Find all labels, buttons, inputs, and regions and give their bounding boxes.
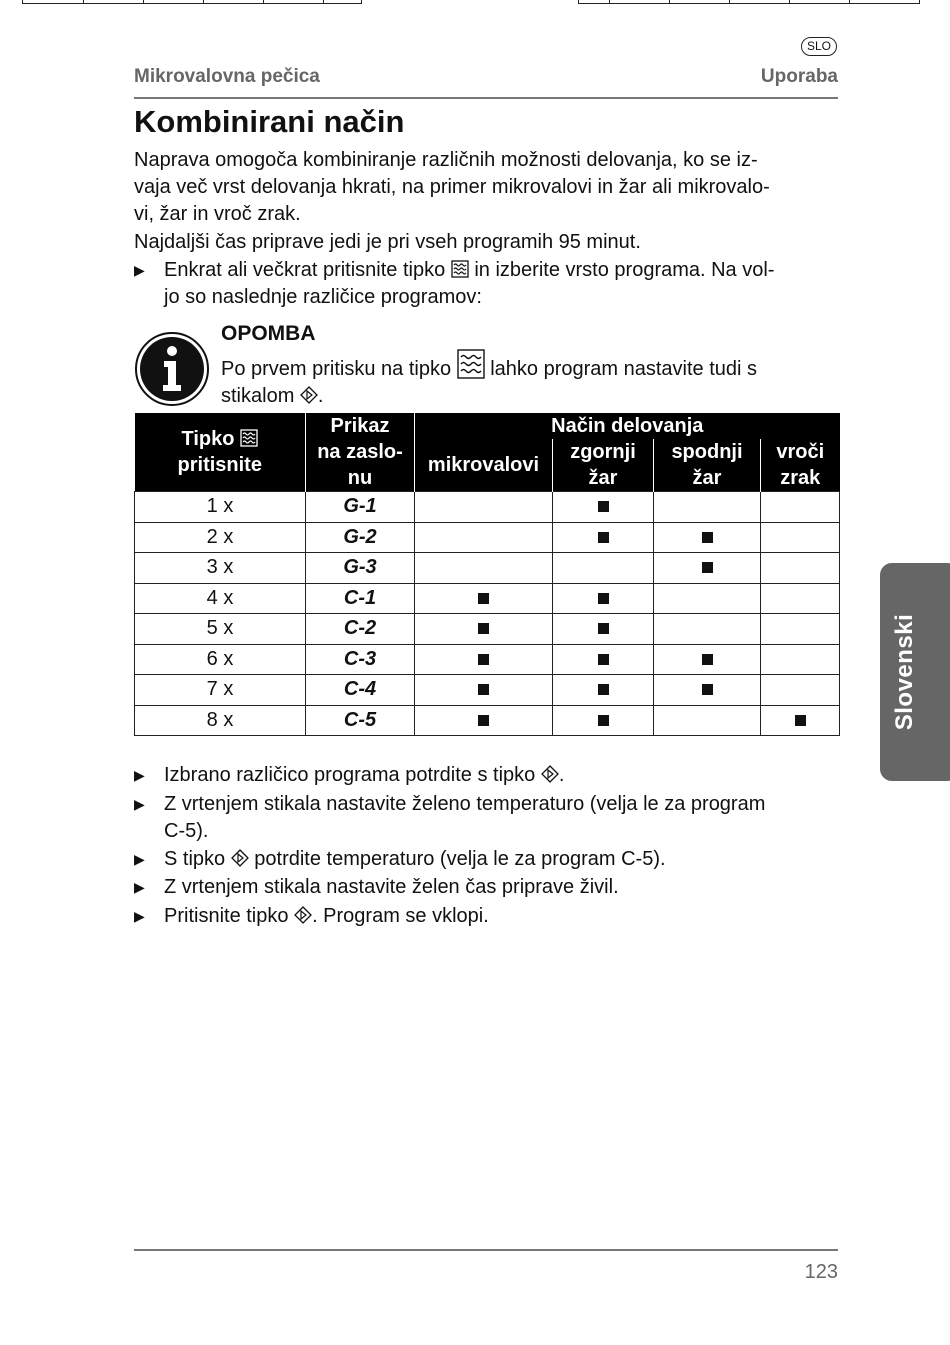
table-row [135, 705, 840, 736]
mode-cell [415, 492, 553, 523]
step-select-program: ▶ Enkrat ali večkrat pritisnite tipko in izberite vrsto programa. Na vol- jo so naslednje različice programov: [134, 257, 838, 311]
active-mode-square-icon [598, 715, 609, 726]
footer-rule [134, 1249, 838, 1251]
table-row [135, 614, 840, 645]
active-mode-square-icon [702, 562, 713, 573]
press-count-cell: 7 x [135, 675, 306, 706]
active-mode-square-icon [598, 593, 609, 604]
mode-cell [761, 522, 840, 553]
mode-cell [654, 522, 761, 553]
bullet-arrow-icon: ▶ [134, 767, 145, 783]
mode-cell [761, 675, 840, 706]
press-count-cell: 1 x [135, 492, 306, 523]
mode-cell [553, 492, 654, 523]
section-title: Kombinirani način [134, 104, 405, 139]
press-count-cell: 4 x [135, 583, 306, 614]
active-mode-square-icon [598, 623, 609, 634]
mode-cell [761, 492, 840, 523]
mode-cell [654, 705, 761, 736]
active-mode-square-icon [702, 654, 713, 665]
language-side-tab-label: Slovenski [891, 613, 918, 731]
display-code-cell: C-2 [306, 614, 415, 645]
intro-line-1: Naprava omogoča kombiniranje različnih možnosti delovanja, ko se iz- [134, 149, 758, 171]
col-header-top-grill: zgornji žar [553, 439, 654, 492]
mode-cell [415, 553, 553, 584]
crop-mark-right [578, 0, 920, 4]
header-rule [134, 97, 838, 99]
mode-cell [553, 644, 654, 675]
header-chapter-title: Uporaba [760, 66, 838, 87]
display-code-cell: C-1 [306, 583, 415, 614]
active-mode-square-icon [478, 593, 489, 604]
step-start-program: ▶ Pritisnite tipko . Program se vklopi. [134, 903, 838, 930]
intro-line-2: vaja več vrst delovanja hkrati, na primer mikrovalovi in žar ali mikrovalo- [134, 176, 770, 198]
mode-cell [761, 644, 840, 675]
mode-cell [654, 583, 761, 614]
crop-mark-left [22, 0, 362, 4]
col-header-mode-group: Način delovanja [415, 413, 840, 439]
mode-cell [761, 553, 840, 584]
grill-key-icon [457, 349, 485, 379]
mode-cell [415, 522, 553, 553]
col-header-microwave: mikrovalovi [415, 439, 553, 492]
mode-cell [654, 675, 761, 706]
page-number: 123 [804, 1261, 838, 1283]
intro-line-3: vi, žar in vroč zrak. [134, 203, 301, 225]
active-mode-square-icon [702, 532, 713, 543]
program-table [134, 413, 840, 736]
col-header-display: Prikaz na zaslo- nu [306, 413, 415, 492]
active-mode-square-icon [478, 715, 489, 726]
table-row [135, 522, 840, 553]
step-set-time: ▶ Z vrtenjem stikala nastavite želen čas priprave živil. [134, 874, 838, 901]
table-row [135, 553, 840, 584]
display-code-cell: G-1 [306, 492, 415, 523]
table-row [135, 583, 840, 614]
mode-cell [654, 553, 761, 584]
step-confirm-temperature: ▶ S tipko potrdite temperaturo (velja le za program C-5). [134, 846, 838, 873]
step-confirm-program: ▶ Izbrano različico programa potrdite s tipko . [134, 762, 838, 789]
mode-cell [553, 705, 654, 736]
mode-cell [415, 705, 553, 736]
active-mode-square-icon [478, 654, 489, 665]
step-set-temperature: ▶ Z vrtenjem stikala nastavite želeno temperaturo (velja le za program C-5). [134, 791, 838, 845]
mode-cell [553, 522, 654, 553]
table-row [135, 675, 840, 706]
grill-key-icon [451, 260, 469, 278]
table-row [135, 492, 840, 523]
mode-cell [553, 553, 654, 584]
press-count-cell: 3 x [135, 553, 306, 584]
mode-cell [415, 614, 553, 645]
mode-cell [553, 614, 654, 645]
mode-cell [415, 644, 553, 675]
active-mode-square-icon [598, 501, 609, 512]
active-mode-square-icon [598, 684, 609, 695]
bullet-arrow-icon: ▶ [134, 851, 145, 867]
press-count-cell: 5 x [135, 614, 306, 645]
press-count-cell: 8 x [135, 705, 306, 736]
start-key-icon [231, 849, 249, 867]
press-count-cell: 6 x [135, 644, 306, 675]
bullet-arrow-icon: ▶ [134, 796, 145, 812]
active-mode-square-icon [478, 623, 489, 634]
info-icon [134, 331, 210, 407]
mode-cell [553, 583, 654, 614]
col-header-press: Tipko pritisnite [135, 413, 306, 492]
note-text: Po prvem pritisku na tipko lahko program nastavite tudi s stikalom . [221, 349, 838, 410]
language-badge: SLO [801, 37, 837, 56]
mode-cell [654, 644, 761, 675]
display-code-cell: G-2 [306, 522, 415, 553]
mode-cell [415, 583, 553, 614]
bullet-arrow-icon: ▶ [134, 262, 145, 278]
mode-cell [553, 675, 654, 706]
mode-cell [654, 614, 761, 645]
active-mode-square-icon [598, 532, 609, 543]
mode-cell [761, 614, 840, 645]
display-code-cell: C-4 [306, 675, 415, 706]
mode-cell [654, 492, 761, 523]
display-code-cell: G-3 [306, 553, 415, 584]
press-count-cell: 2 x [135, 522, 306, 553]
mode-cell [761, 583, 840, 614]
col-header-hot-air: vroči zrak [761, 439, 840, 492]
bullet-arrow-icon: ▶ [134, 879, 145, 895]
header-product-title: Mikrovalovna pečica [134, 66, 320, 87]
bullet-arrow-icon: ▶ [134, 908, 145, 924]
table-row [135, 644, 840, 675]
active-mode-square-icon [598, 654, 609, 665]
max-time-text: Najdaljši čas priprave jedi je pri vseh programih 95 minut. [134, 231, 641, 253]
start-key-icon [294, 906, 312, 924]
display-code-cell: C-3 [306, 644, 415, 675]
active-mode-square-icon [795, 715, 806, 726]
start-key-icon [541, 765, 559, 783]
active-mode-square-icon [478, 684, 489, 695]
grill-key-icon [240, 429, 258, 447]
col-header-bottom-grill: spodnji žar [654, 439, 761, 492]
note-title: OPOMBA [221, 322, 316, 345]
mode-cell [415, 675, 553, 706]
start-key-icon [300, 386, 318, 404]
display-code-cell: C-5 [306, 705, 415, 736]
active-mode-square-icon [702, 684, 713, 695]
mode-cell [761, 705, 840, 736]
